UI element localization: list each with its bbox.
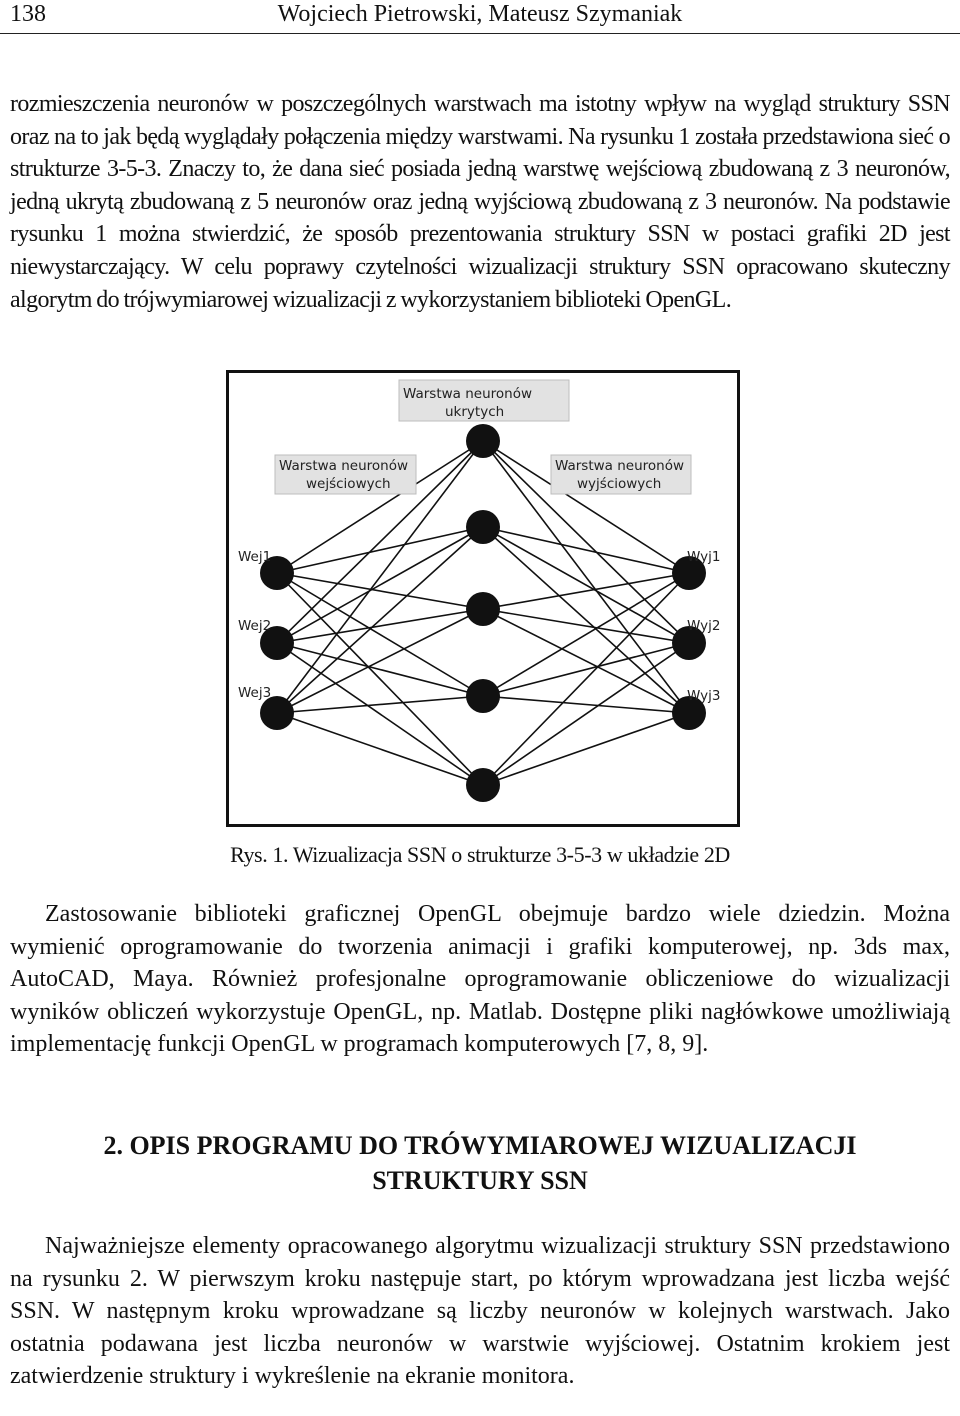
input-label-wej3: Wej3 (238, 685, 272, 701)
section-heading (40, 1128, 920, 1198)
connection-0-1-4 (277, 643, 483, 785)
hidden-neuron-2 (466, 510, 500, 544)
connection-0-0-4 (277, 573, 483, 785)
connection-1-1-2 (483, 527, 689, 713)
hidden-label-line2: ukrytych (445, 404, 505, 420)
input-label-line2: wejściowych (306, 476, 391, 492)
input-neuron-3 (260, 696, 294, 730)
connection-1-4-2 (483, 713, 689, 785)
running-head: Wojciech Pietrowski, Mateusz Szymaniak (277, 1, 683, 27)
page-header (0, 0, 960, 34)
connection-1-3-1 (483, 643, 689, 696)
input-label-wej2: Wej2 (238, 618, 272, 634)
connection-1-2-2 (483, 609, 689, 713)
output-label-wyj1: Wyj1 (687, 549, 721, 565)
connection-1-4-1 (483, 643, 689, 785)
neural-network-diagram (229, 373, 737, 824)
hidden-layer-label-box (399, 380, 569, 421)
hidden-neuron-1 (466, 424, 500, 458)
figure-1 (226, 370, 740, 827)
hidden-neuron-4 (466, 679, 500, 713)
hidden-label-line1: Warstwa neuronów (403, 386, 533, 402)
output-label-line1: Warstwa neuronów (555, 458, 685, 474)
output-label-wyj2: Wyj2 (687, 618, 721, 634)
body-paragraph-3: Najważniejsze elementy opracowanego algorytmu wizualizacji struktury SSN przedstawiono na rysunku 2. W pierwszym kroku następuje start, po którym wprowadzana jest liczba wejść SSN. W następnym kroku wprowadzane są liczby neuronów w kolejnych warstwach. Jako ostatnia podawana jest liczba neuronów w warstwie wyjściowej. Ostatnim krokiem jest zatwierdzenie struktury i wykreślenie na ekranie monitora. (10, 1233, 950, 1389)
connection-0-2-3 (277, 696, 483, 713)
output-label-line2: wyjściowych (577, 476, 662, 492)
section-heading-line1: 2. OPIS PROGRAMU DO TRÓWYMIAROWEJ WIZUALIZACJI (103, 1131, 857, 1160)
body-paragraph-2: Zastosowanie biblioteki graficznej OpenGL obejmuje bardzo wiele dziedzin. Można wymienić oprogramowanie do tworzenia animacji i grafiki komputerowej, np. 3ds max, AutoCAD, Maya. Również profesjonalne oprogramowanie obliczeniowe do wizualizacji wyników obliczeń wykorzystuje OpenGL, np. Matlab. Dostępne pliki nagłówkowe umożliwiają implementację funkcji OpenGL w programach komputerowych [7, 8, 9]. (10, 901, 950, 1057)
connection-0-2-1 (277, 527, 483, 713)
page-number: 138 (10, 1, 46, 27)
hidden-neuron-5 (466, 768, 500, 802)
section-heading-line2: STRUKTURY SSN (372, 1166, 588, 1195)
input-label-wej1: Wej1 (238, 549, 272, 565)
hidden-neuron-3 (466, 592, 500, 626)
connection-0-1-3 (277, 643, 483, 696)
input-layer-label-box (275, 455, 416, 494)
output-label-wyj3: Wyj3 (687, 688, 721, 704)
output-layer-label-box (551, 455, 691, 494)
connection-1-1-0 (483, 527, 689, 573)
connection-1-3-2 (483, 696, 689, 713)
figure-caption: Rys. 1. Wizualizacja SSN o strukturze 3-5-3 w układzie 2D (230, 842, 730, 867)
connection-0-2-4 (277, 713, 483, 785)
connection-0-2-2 (277, 609, 483, 713)
connection-0-0-1 (277, 527, 483, 573)
body-paragraph-1: rozmieszczenia neuronów w poszczególnych warstwach ma istotny wpływ na wygląd struktury SSN oraz na to jak będą wyglądały połączenia między warstwami. Na rysunku 1 została przedstawiona sieć o strukturze 3-5-3. Znaczy to, że dana sieć posiada jedną warstwę wejściową zbudowaną z 3 neuronów, jedną ukrytą zbudowaną z 5 neuronów oraz jedną wyjściową zbudowaną z 3 neuronów. Na podstawie rysunku 1 można stwierdzić, że sposób prezentowania struktury SSN w postaci grafiki 2D jest niewystarczający. W celu poprawy czytelności wizualizacji struktury SSN opracowano skuteczny algorytm do trójwymiarowej wizualizacji z wykorzystaniem biblioteki OpenGL. (10, 91, 950, 313)
connection-1-4-0 (483, 573, 689, 785)
input-label-line1: Warstwa neuronów (279, 458, 409, 474)
